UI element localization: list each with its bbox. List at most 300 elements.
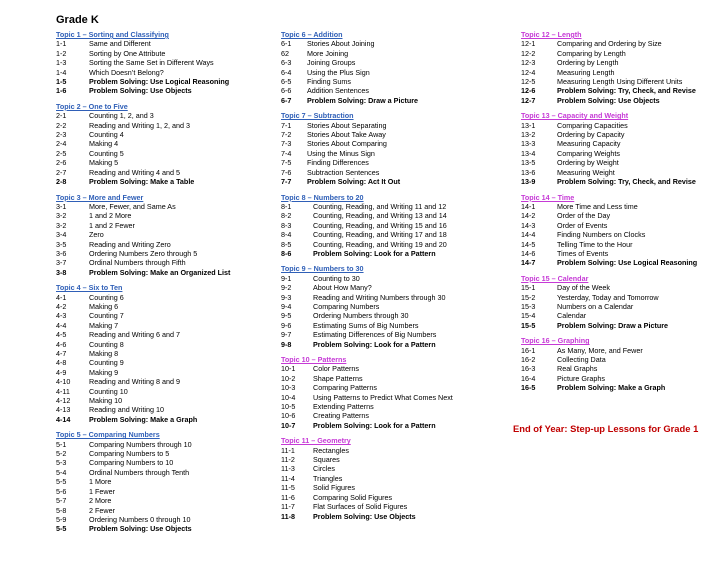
lesson-number: 16-1: [521, 345, 536, 355]
lesson-title: Problem Solving: Use Objects: [89, 524, 192, 534]
problem-solving-lesson: [56, 268, 270, 277]
lesson-title: Ordering by Capacity: [557, 130, 625, 140]
problem-solving-lesson: [281, 340, 501, 349]
lesson-title: Real Graphs: [557, 364, 598, 374]
lesson-row: [56, 396, 270, 405]
lesson-row: [521, 130, 726, 139]
lesson-row: [521, 283, 726, 292]
topic-block: [521, 336, 726, 392]
lesson-number: 14-6: [521, 248, 536, 258]
problem-solving-lesson: [281, 249, 501, 258]
topic-title: Topic 4 – Six to Ten: [56, 283, 123, 293]
lesson-number: 10-5: [281, 402, 296, 412]
lesson-row: [281, 68, 501, 77]
lesson-number: 12-5: [521, 77, 536, 87]
lesson-title: Flat Surfaces of Solid Figures: [313, 502, 408, 512]
column-2: [281, 30, 501, 527]
lesson-title: Finding Numbers on Clocks: [557, 230, 646, 240]
problem-solving-lesson: [56, 524, 270, 533]
lesson-row: [281, 446, 501, 455]
problem-solving-lesson: [281, 177, 501, 186]
lesson-title: Reading and Writing 6 and 7: [89, 330, 180, 340]
lesson-row: [56, 487, 270, 496]
lesson-number: 2-6: [56, 158, 67, 168]
lesson-title: Ordinal Numbers through Tenth: [89, 467, 190, 477]
lesson-row: [56, 68, 270, 77]
lesson-number: 5-1: [56, 439, 67, 449]
lesson-title: Using the Minus Sign: [307, 148, 375, 158]
lesson-number: 5-3: [56, 458, 67, 468]
lesson-row: [521, 221, 726, 230]
lesson-number: 62: [281, 48, 289, 58]
lesson-title: Reading and Writing 4 and 5: [89, 167, 180, 177]
lesson-number: 3-7: [56, 258, 67, 268]
lesson-number: 7-5: [281, 158, 292, 168]
lesson-number: 10-6: [281, 411, 296, 421]
lesson-title: 2 More: [89, 496, 112, 506]
lesson-title: Comparing Solid Figures: [313, 492, 393, 502]
lesson-title: Counting 6: [89, 292, 124, 302]
lesson-row: [281, 374, 501, 383]
topic-block: [521, 193, 726, 268]
lesson-row: [56, 221, 270, 230]
lesson-number: 7-6: [281, 167, 292, 177]
lesson-title: Problem Solving: Try, Check, and Revise: [557, 177, 696, 187]
lesson-row: [56, 496, 270, 505]
lesson-title: Finding Sums: [307, 77, 351, 87]
lesson-row: [281, 274, 501, 283]
lesson-row: [56, 358, 270, 367]
lesson-title: Problem Solving: Use Objects: [89, 86, 192, 96]
lesson-title: Making 4: [89, 139, 119, 149]
lesson-row: [56, 158, 270, 167]
lesson-title: Measuring Length: [557, 67, 615, 77]
lesson-title: Reading and Writing Numbers through 30: [313, 292, 446, 302]
topic-block: [521, 111, 726, 186]
lesson-row: [521, 311, 726, 320]
lesson-title: Ordering by Weight: [557, 158, 619, 168]
lesson-title: 1 and 2 Fewer: [89, 220, 135, 230]
lesson-number: 13-6: [521, 167, 536, 177]
topic-title: Topic 13 – Capacity and Weight: [521, 111, 629, 121]
lesson-number: 9-1: [281, 273, 292, 283]
lesson-number: 8-6: [281, 248, 292, 258]
lesson-number: 11-3: [281, 464, 295, 474]
lesson-title: Counting 7: [89, 311, 124, 321]
lesson-number: 2-2: [56, 120, 67, 130]
lesson-row: [281, 230, 501, 239]
lesson-number: 12-3: [521, 58, 536, 68]
lesson-number: 11-6: [281, 492, 295, 502]
lesson-row: [281, 311, 501, 320]
lesson-row: [56, 149, 270, 158]
lesson-row: [281, 86, 501, 95]
lesson-number: 16-5: [521, 383, 536, 393]
lesson-number: 8-4: [281, 230, 292, 240]
lesson-title: Numbers on a Calendar: [557, 301, 634, 311]
lesson-number: 4-3: [56, 311, 67, 321]
problem-solving-lesson: [521, 383, 726, 392]
lesson-number: 4-6: [56, 339, 67, 349]
lesson-row: [56, 293, 270, 302]
lesson-number: 8-2: [281, 211, 292, 221]
lesson-title: Problem Solving: Make a Graph: [557, 383, 666, 393]
lesson-title: Stories About Separating: [307, 120, 387, 130]
lesson-row: [56, 258, 270, 267]
lesson-number: 8-1: [281, 201, 292, 211]
lesson-title: Problem Solving: Look for a Pattern: [313, 420, 436, 430]
lesson-number: 15-1: [521, 283, 536, 293]
lesson-row: [281, 474, 501, 483]
lesson-title: Yesterday, Today and Tomorrow: [557, 292, 659, 302]
lesson-row: [56, 302, 270, 311]
lesson-number: 12-7: [521, 95, 536, 105]
lesson-title: Stories About Joining: [307, 39, 375, 49]
lesson-number: 3-2: [56, 211, 67, 221]
lesson-number: 9-7: [281, 330, 292, 340]
lesson-row: [281, 211, 501, 220]
lesson-row: [281, 283, 501, 292]
lesson-row: [281, 321, 501, 330]
lesson-number: 14-5: [521, 239, 536, 249]
lesson-title: Making 7: [89, 320, 119, 330]
lesson-number: 14-2: [521, 211, 536, 221]
topic-title: Topic 1 – Sorting and Classifying: [56, 30, 169, 39]
lesson-title: 2 Fewer: [89, 505, 115, 515]
lesson-number: 13-5: [521, 158, 536, 168]
lesson-title: Sorting by One Attribute: [89, 48, 166, 58]
lesson-title: Comparing by Length: [557, 48, 626, 58]
lesson-title: More, Fewer, and Same As: [89, 201, 176, 211]
topic-title: Topic 3 – More and Fewer: [56, 192, 144, 202]
lesson-row: [521, 211, 726, 220]
lesson-title: Problem Solving: Use Logical Reasoning: [89, 77, 230, 87]
lesson-title: Estimating Differences of Big Numbers: [313, 330, 437, 340]
lesson-title: Order of the Day: [557, 211, 611, 221]
lesson-number: 11-8: [281, 511, 295, 521]
problem-solving-lesson: [56, 86, 270, 95]
lesson-row: [281, 139, 501, 148]
lesson-number: 9-6: [281, 320, 292, 330]
lesson-title: Squares: [313, 455, 340, 465]
lesson-row: [56, 458, 270, 467]
topic-title: Topic 14 – Time: [521, 192, 575, 202]
lesson-number: 9-8: [281, 339, 292, 349]
lesson-title: Sorting the Same Set in Different Ways: [89, 58, 214, 68]
topic-title: Topic 5 – Comparing Numbers: [56, 430, 160, 440]
lesson-row: [56, 506, 270, 515]
lesson-title: Order of Events: [557, 220, 608, 230]
lesson-title: Counting 1, 2, and 3: [89, 111, 154, 121]
lesson-number: 14-1: [521, 201, 536, 211]
lesson-number: 3-4: [56, 230, 67, 240]
lesson-number: 6-1: [281, 39, 292, 49]
lesson-number: 14-7: [521, 258, 536, 268]
lesson-title: Problem Solving: Draw a Picture: [557, 320, 669, 330]
topic-title: Topic 15 – Calendar: [521, 273, 589, 283]
lesson-title: Ordering by Length: [557, 58, 619, 68]
lesson-number: 2-1: [56, 111, 67, 121]
lesson-title: Reading and Writing 1, 2, and 3: [89, 120, 190, 130]
lesson-title: Day of the Week: [557, 283, 611, 293]
lesson-row: [56, 405, 270, 414]
lesson-number: 6-6: [281, 86, 292, 96]
lesson-number: 13-9: [521, 177, 536, 187]
lesson-title: Zero: [89, 230, 104, 240]
lesson-title: Making 9: [89, 367, 119, 377]
lesson-row: [56, 240, 270, 249]
lesson-number: 4-4: [56, 320, 67, 330]
lesson-number: 15-2: [521, 292, 536, 302]
lesson-title: Ordinal Numbers through Fifth: [89, 258, 186, 268]
lesson-title: Solid Figures: [313, 483, 355, 493]
lesson-title: Comparing Numbers: [313, 301, 380, 311]
lesson-title: Circles: [313, 464, 335, 474]
lesson-number: 4-9: [56, 367, 67, 377]
lesson-row: [56, 121, 270, 130]
lesson-title: Using Patterns to Predict What Comes Next: [313, 392, 453, 402]
lesson-row: [56, 377, 270, 386]
lesson-number: 15-5: [521, 320, 536, 330]
lesson-title: Reading and Writing 8 and 9: [89, 377, 180, 387]
topic-title: Topic 16 – Graphing: [521, 336, 590, 346]
lesson-row: [521, 302, 726, 311]
lesson-row: [521, 293, 726, 302]
lesson-title: Telling Time to the Hour: [557, 239, 633, 249]
lesson-number: 4-2: [56, 301, 67, 311]
lesson-title: Joining Groups: [307, 58, 356, 68]
lesson-row: [521, 158, 726, 167]
lesson-title: Comparing Numbers to 5: [89, 449, 170, 459]
topic-block: [281, 193, 501, 259]
lesson-title: Triangles: [313, 473, 343, 483]
lesson-title: Rectangles: [313, 445, 349, 455]
lesson-number: 2-4: [56, 139, 67, 149]
lesson-row: [281, 39, 501, 48]
lesson-row: [521, 39, 726, 48]
lesson-title: Counting, Reading, and Writing 13 and 14: [313, 211, 447, 221]
lesson-row: [281, 58, 501, 67]
lesson-number: 3-2: [56, 220, 67, 230]
lesson-row: [521, 121, 726, 130]
lesson-number: 7-3: [281, 139, 292, 149]
lesson-title: Counting 9: [89, 358, 124, 368]
lesson-number: 4-7: [56, 349, 67, 358]
lesson-row: [281, 364, 501, 373]
lesson-number: 4-13: [56, 405, 71, 415]
lesson-row: [56, 477, 270, 486]
lesson-number: 13-3: [521, 139, 536, 149]
lesson-title: Color Patterns: [313, 364, 359, 374]
lesson-number: 11-4: [281, 473, 295, 483]
lesson-row: [521, 68, 726, 77]
lesson-number: 5-2: [56, 449, 67, 459]
lesson-number: 3-8: [56, 267, 67, 277]
topic-title: Topic 12 – Length: [521, 30, 582, 39]
lesson-row: [521, 49, 726, 58]
lesson-title: Problem Solving: Use Logical Reasoning: [557, 258, 698, 268]
lesson-number: 11-1: [281, 445, 295, 455]
lesson-title: Problem Solving: Use Objects: [557, 95, 660, 105]
lesson-number: 3-1: [56, 201, 67, 211]
lesson-title: Problem Solving: Look for a Pattern: [313, 248, 436, 258]
lesson-title: Collecting Data: [557, 355, 606, 364]
lesson-number: 4-8: [56, 358, 67, 368]
lesson-title: Counting 10: [89, 386, 128, 396]
lesson-row: [521, 346, 726, 355]
lesson-number: 11-2: [281, 455, 295, 465]
lesson-number: 1-4: [56, 67, 67, 77]
lesson-row: [56, 449, 270, 458]
lesson-title: Finding Differences: [307, 158, 369, 168]
lesson-number: 8-5: [281, 239, 292, 249]
lesson-title: Making 6: [89, 301, 119, 311]
topic-block: [56, 193, 270, 278]
lesson-row: [521, 249, 726, 258]
lesson-title: Stories About Take Away: [307, 130, 386, 140]
lesson-title: Making 8: [89, 349, 119, 358]
lesson-number: 5-5: [56, 524, 67, 534]
topic-title: Topic 7 – Subtraction: [281, 111, 354, 121]
lesson-row: [56, 111, 270, 120]
lesson-number: 5-7: [56, 496, 67, 506]
lesson-row: [281, 393, 501, 402]
topic-block: [56, 102, 270, 187]
lesson-number: 16-2: [521, 355, 536, 364]
lesson-title: About How Many?: [313, 283, 372, 293]
lesson-title: Comparing Patterns: [313, 383, 377, 393]
lesson-number: 8-3: [281, 220, 292, 230]
lesson-title: Measuring Weight: [557, 167, 615, 177]
lesson-row: [56, 440, 270, 449]
lesson-number: 10-3: [281, 383, 296, 393]
lesson-title: Calendar: [557, 311, 587, 321]
lesson-number: 6-5: [281, 77, 292, 87]
lesson-row: [56, 58, 270, 67]
lesson-number: 5-5: [56, 477, 67, 487]
lesson-title: Measuring Length Using Different Units: [557, 77, 683, 87]
lesson-title: Comparing Capacities: [557, 120, 628, 130]
lesson-row: [521, 202, 726, 211]
lesson-number: 7-4: [281, 148, 292, 158]
problem-solving-lesson: [521, 177, 726, 186]
lesson-row: [281, 221, 501, 230]
lesson-row: [521, 240, 726, 249]
lesson-title: Ordering Numbers 0 through 10: [89, 514, 191, 524]
lesson-number: 1-6: [56, 86, 67, 96]
topic-block: [281, 111, 501, 186]
lesson-title: Measuring Capacity: [557, 139, 621, 149]
lesson-number: 12-2: [521, 48, 536, 58]
lesson-number: 12-1: [521, 39, 536, 49]
lesson-title: Stories About Comparing: [307, 139, 387, 149]
lesson-title: Counting 5: [89, 148, 124, 158]
lesson-title: Creating Patterns: [313, 411, 369, 421]
lesson-title: Counting 4: [89, 130, 124, 140]
lesson-title: Counting, Reading, and Writing 15 and 16: [313, 220, 447, 230]
lesson-row: [281, 149, 501, 158]
lesson-row: [281, 293, 501, 302]
lesson-row: [56, 311, 270, 320]
lesson-row: [56, 49, 270, 58]
lesson-row: [56, 211, 270, 220]
lesson-title: Problem Solving: Draw a Picture: [307, 95, 419, 105]
lesson-title: 1 More: [89, 477, 112, 487]
lesson-number: 9-3: [281, 292, 292, 302]
lesson-number: 5-8: [56, 505, 67, 515]
lesson-number: 10-7: [281, 420, 296, 430]
lesson-row: [56, 202, 270, 211]
lesson-title: Counting to 30: [313, 273, 360, 283]
lesson-title: Problem Solving: Make an Organized List: [89, 267, 231, 277]
lesson-number: 4-5: [56, 330, 67, 340]
lesson-title: Making 10: [89, 396, 123, 406]
topic-block: [56, 30, 270, 96]
lesson-row: [56, 168, 270, 177]
lesson-number: 9-2: [281, 283, 292, 293]
lesson-row: [281, 493, 501, 502]
lesson-number: 13-4: [521, 148, 536, 158]
lesson-row: [281, 455, 501, 464]
lesson-title: Counting, Reading, and Writing 17 and 18: [313, 230, 447, 240]
end-of-year-note: End of Year: Step-up Lessons for Grade 1: [513, 423, 699, 434]
lesson-number: 1-5: [56, 77, 67, 87]
lesson-title: Reading and Writing Zero: [89, 239, 171, 249]
lesson-number: 6-3: [281, 58, 292, 68]
lesson-row: [521, 168, 726, 177]
lesson-number: 2-3: [56, 130, 67, 140]
page-title: Grade K: [56, 14, 99, 26]
lesson-row: [56, 321, 270, 330]
lesson-number: 3-6: [56, 248, 67, 258]
lesson-number: 14-4: [521, 230, 536, 240]
lesson-title: Same and Different: [89, 39, 151, 49]
lesson-row: [281, 121, 501, 130]
topic-block: [281, 436, 501, 521]
lesson-number: 15-3: [521, 301, 536, 311]
lesson-title: 1 Fewer: [89, 486, 115, 496]
lesson-number: 1-2: [56, 48, 67, 58]
column-1: [56, 30, 270, 540]
lesson-row: [281, 130, 501, 139]
topic-title: Topic 9 – Numbers to 30: [281, 264, 364, 274]
lesson-number: 5-9: [56, 514, 67, 524]
lesson-number: 13-2: [521, 130, 536, 140]
lesson-row: [281, 302, 501, 311]
lesson-title: Problem Solving: Try, Check, and Revise: [557, 86, 696, 96]
problem-solving-lesson: [521, 258, 726, 267]
lesson-number: 5-6: [56, 486, 67, 496]
problem-solving-lesson: [521, 321, 726, 330]
problem-solving-lesson: [521, 96, 726, 105]
lesson-number: 13-1: [521, 120, 536, 130]
lesson-number: 12-4: [521, 67, 536, 77]
lesson-number: 2-8: [56, 177, 67, 187]
topic-title: Topic 6 – Addition: [281, 30, 343, 39]
lesson-number: 4-11: [56, 386, 70, 396]
lesson-row: [281, 383, 501, 392]
lesson-title: Problem Solving: Make a Table: [89, 177, 195, 187]
lesson-title: More Joining: [307, 48, 349, 58]
lesson-title: Counting 8: [89, 339, 124, 349]
lesson-title: Addition Sentences: [307, 86, 369, 96]
topic-block: [281, 30, 501, 105]
lesson-row: [56, 340, 270, 349]
lesson-number: 1-3: [56, 58, 67, 68]
problem-solving-lesson: [56, 177, 270, 186]
lesson-row: [281, 483, 501, 492]
lesson-number: 9-5: [281, 311, 292, 321]
